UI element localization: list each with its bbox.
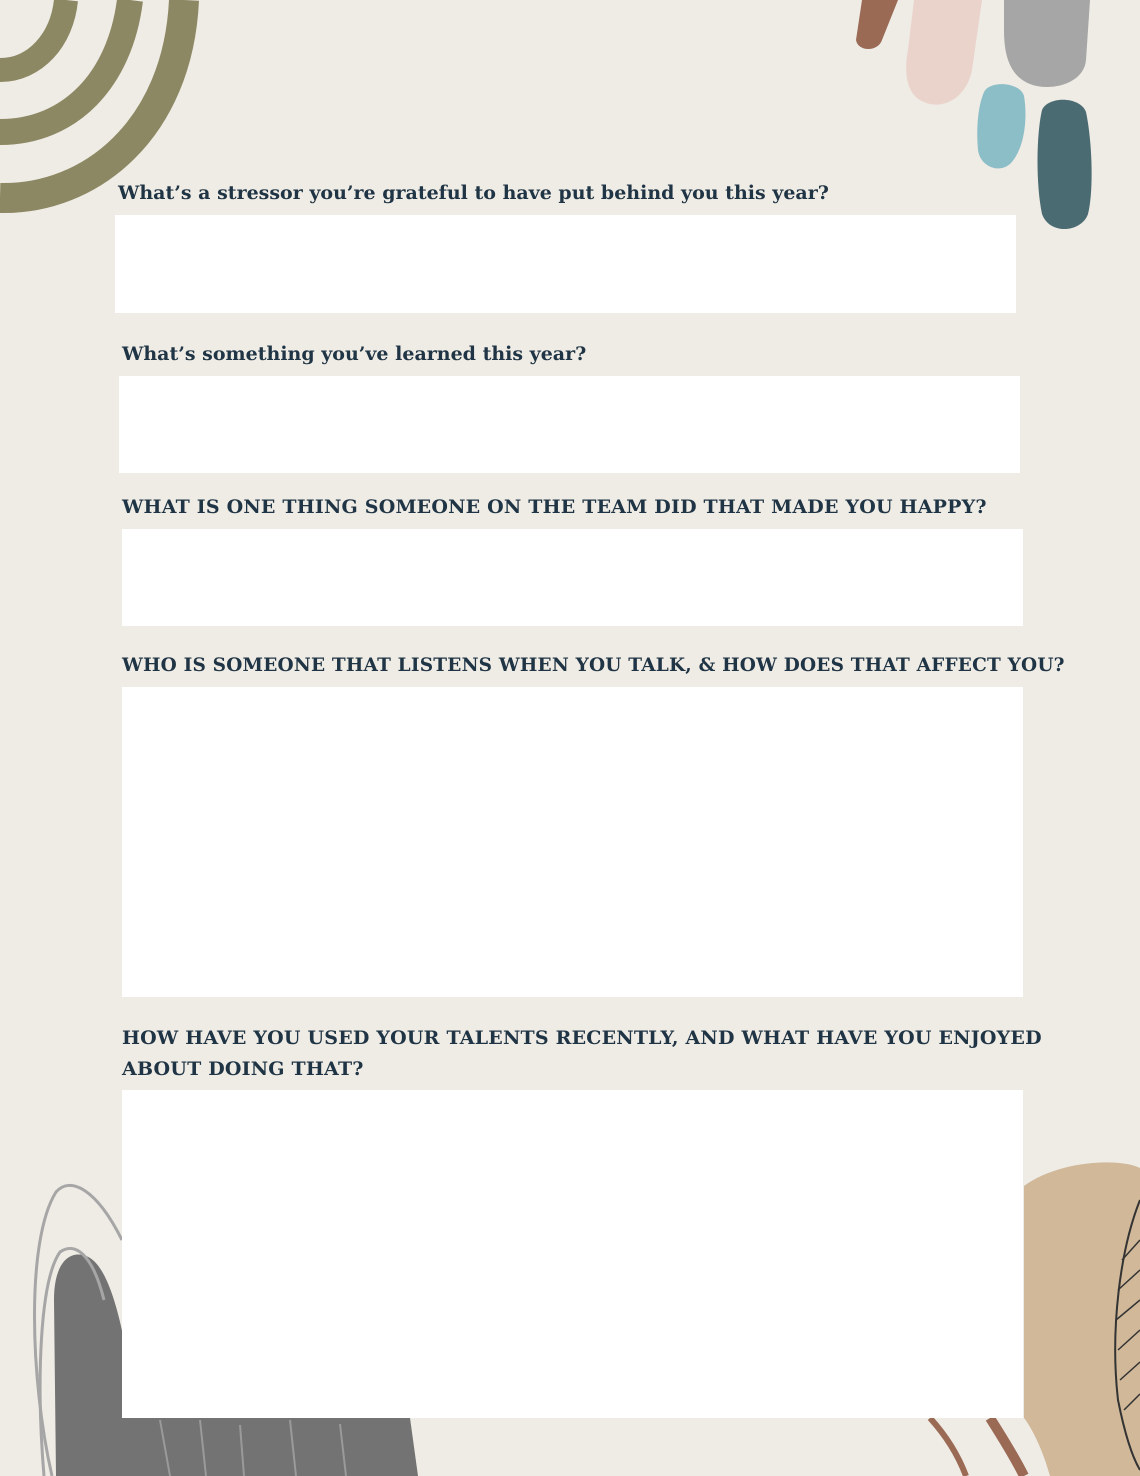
answer-box-2[interactable]: [119, 376, 1020, 473]
answer-box-1[interactable]: [115, 215, 1016, 313]
brush-strokes-decoration: [856, 0, 1092, 229]
answer-box-5[interactable]: [122, 1090, 1023, 1418]
question-1-label: What’s a stressor you’re grateful to have put behind you this year?: [118, 182, 829, 204]
question-4-label: WHO IS SOMEONE THAT LISTENS WHEN YOU TALK, & HOW DOES THAT AFFECT YOU?: [122, 655, 1065, 676]
question-2-label: What’s something you’ve learned this year?: [122, 343, 587, 365]
question-3-label: WHAT IS ONE THING SOMEONE ON THE TEAM DID THAT MADE YOU HAPPY?: [122, 496, 987, 518]
answer-box-3[interactable]: [122, 529, 1023, 626]
question-5-label: HOW HAVE YOU USED YOUR TALENTS RECENTLY, AND WHAT HAVE YOU ENJOYED ABOUT DOING THAT?: [122, 1027, 1042, 1080]
answer-box-4[interactable]: [122, 687, 1023, 997]
olive-arcs-decoration: [0, 0, 184, 198]
